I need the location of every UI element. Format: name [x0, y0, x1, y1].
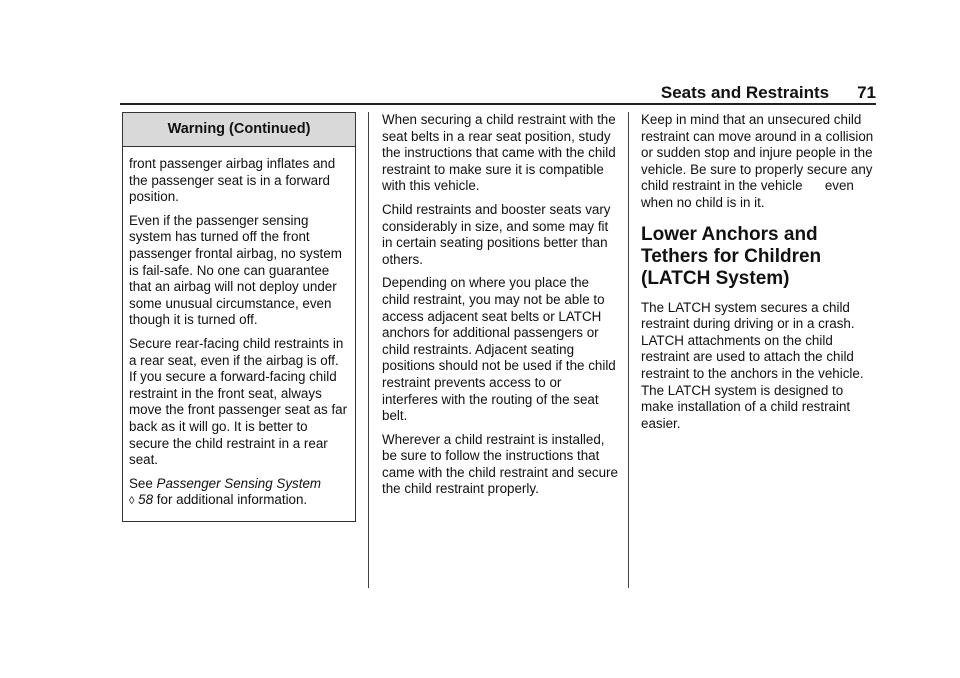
warning-paragraph: front passenger airbag inflates and the passenger seat is in a forward position. — [129, 156, 336, 205]
column-right — [641, 112, 877, 439]
see-text: See — [129, 475, 157, 491]
body-paragraph: Depending on where you place the child restraint, you may not be able to access adjacent seat belts or LATCH anchors for additional passengers or child restraints. Adjacent seating positions should not be used if the child restraint prevents access to or interferes with the routing of the seat belt. — [382, 275, 616, 424]
passenger-sensing-link[interactable]: Passenger Sensing System — [156, 475, 322, 491]
heading-line: Lower Anchors and — [641, 223, 818, 245]
column-divider — [628, 112, 629, 588]
column-left — [122, 112, 356, 522]
column-middle — [382, 112, 618, 505]
body-paragraph: When securing a child restraint with the seat belts in a rear seat position, study the instructions that came with the child restraint to make sure it is compatible with this vehicle. — [382, 112, 616, 194]
warning-title: Warning (Continued) — [123, 113, 355, 147]
body-paragraph: The LATCH system secures a child restraint during driving or in a crash. LATCH attachments on the child restraint are used to attach the child restraint to the anchors in the vehicle. The LATCH system is designed to make installation of a child restraint easier. — [641, 299, 864, 431]
body-paragraph: Wherever a child restraint is installed, be sure to follow the instructions that came with the child restraint and secure the child restraint properly. — [382, 431, 618, 497]
body-paragraph: Keep in mind that an unsecured child restraint can move around in a collision or sudden stop and injure people in the vehicle. Be sure to properly secure any child restraint in the vehicle even when no child is in it. — [641, 112, 877, 210]
section-title: Seats and Restraints — [660, 83, 830, 102]
page-ref-icon: ◊ — [129, 495, 135, 508]
heading-line: Tethers for Children — [641, 245, 822, 267]
body-paragraph: Child restraints and booster seats vary considerably in size, and some may fit in certain seating positions better than others. — [382, 201, 611, 267]
warning-body — [123, 147, 355, 521]
page-number: 71 — [857, 83, 876, 102]
warning-paragraph: Even if the passenger sensing system has turned off the front passenger frontal airbag, no system is fail-safe. No one can guarantee that an airbag will not deploy under some unusual circumstance, even though it is turned off. — [129, 212, 342, 328]
page-header — [120, 83, 876, 103]
heading-line: (LATCH System) — [641, 267, 790, 289]
header-divider — [120, 103, 876, 105]
page-ref-number[interactable]: 58 — [138, 492, 154, 508]
section-heading — [641, 224, 877, 290]
column-divider — [368, 112, 369, 588]
warning-box — [122, 112, 356, 522]
warning-reference — [129, 476, 349, 510]
warning-paragraph: Secure rear-facing child restraints in a rear seat, even if the airbag is off. If you secure a forward-facing child restraint in the front seat, always move the front passenger seat as far back as it will go. It is better to secure the child restraint in a rear seat. — [129, 335, 348, 468]
reference-tail: for additional information. — [153, 492, 308, 508]
